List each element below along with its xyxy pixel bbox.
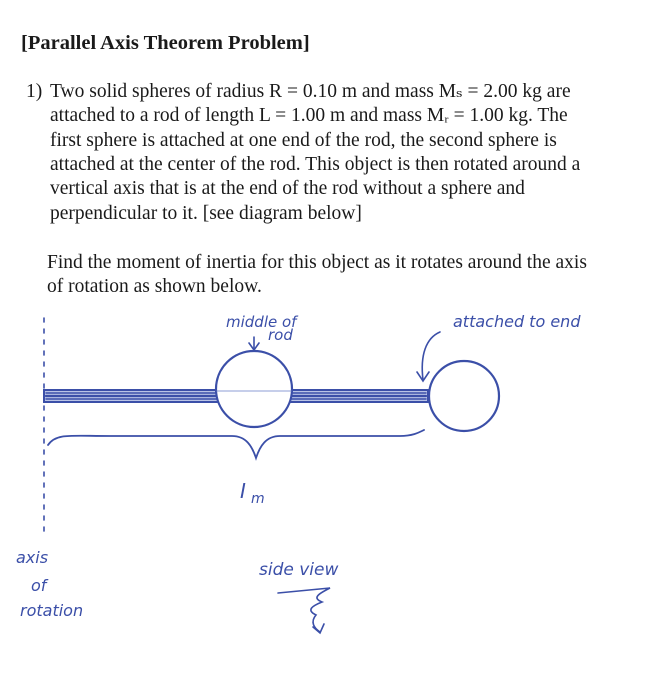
middle-arrow-icon <box>249 337 259 350</box>
label-axis: axis <box>16 548 49 567</box>
problem-line: vertical axis that is at the end of the rod without a sphere and <box>50 178 525 200</box>
task-line: of rotation as shown below. <box>47 276 262 298</box>
label-inertia: I <box>240 479 246 503</box>
label-attached-to-end: attached to end <box>453 312 581 331</box>
label-inertia-subscript: m <box>251 491 265 507</box>
label-middle-of: middle of <box>226 313 297 331</box>
problem-line: attached to a rod of length L = 1.00 m and mass Mᵣ = 1.00 kg. The <box>50 105 568 127</box>
problem-number: 1) <box>26 81 43 102</box>
task-line: Find the moment of inertia for this object as it rotates around the axis <box>47 252 587 273</box>
label-rod: rod <box>268 326 293 344</box>
label-of: of <box>31 576 47 595</box>
problem-line: first sphere is attached at one end of the rod, the second sphere is <box>50 129 557 151</box>
problem-line: perpendicular to it. [see diagram below] <box>50 202 362 224</box>
page-title: [Parallel Axis Theorem Problem] <box>21 32 310 54</box>
side-view-arrow-icon <box>278 588 330 633</box>
label-side-view: side view <box>259 560 339 580</box>
problem-line: Two solid spheres of radius R = 0.10 m and mass Mₛ = 2.00 kg are <box>50 81 571 102</box>
brace <box>48 430 424 458</box>
middle-sphere <box>216 351 292 427</box>
end-sphere <box>429 361 499 431</box>
label-rotation: rotation <box>20 601 84 620</box>
problem-line: attached at the center of the rod. This object is then rotated around a <box>50 153 581 175</box>
